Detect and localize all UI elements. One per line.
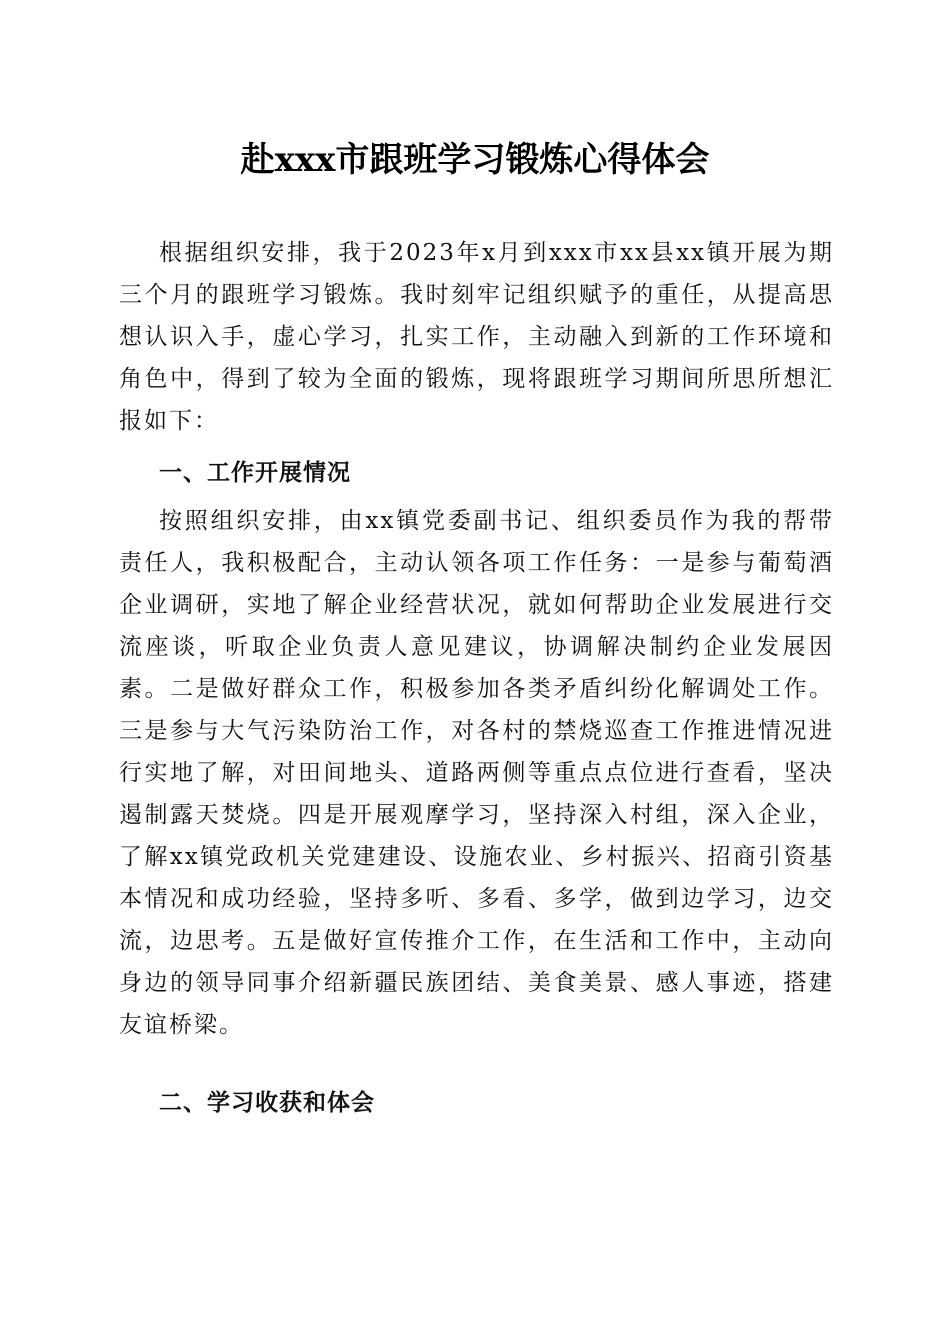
section-paragraph-work: 按照组织安排，由xx镇党委副书记、组织委员作为我的帮带责任人，我积极配合，主动认领各项工作任务：一是参与葡萄酒企业调研，实地了解企业经营状况，就如何帮助企业发展进行交流座谈，听取企业负责人意见建议，协调解决制约企业发展因素。二是做好群众工作，积极参加各类矛盾纠纷化解调处工作。三是参与大气污染防治工作，对各村的禁烧巡查工作推进情况进行实地了解，对田间地头、道路两侧等重点点位进行查看，坚决遏制露天焚烧。四是开展观摩学习，坚持深入村组，深入企业，了解xx镇党政机关党建建设、设施农业、乡村振兴、招商引资基本情况和成功经验，坚持多听、多看、多学，做到边学习，边交流，边思考。五是做好宣传推介工作，在生活和工作中，主动向身边的领导同事介绍新疆民族团结、美食美景、感人事迹，搭建友谊桥梁。 (119, 508, 834, 1038)
section-heading-gains: 二、学习收获和体会 (159, 1090, 375, 1116)
intro-paragraph: 根据组织安排，我于2023年x月到xxx市xx县xx镇开展为期三个月的跟班学习锻炼。我时刻牢记组织赋予的重任，从提高思想认识入手，虚心学习，扎实工作，主动融入到新的工作环境和角色中，得到了较为全面的锻炼，现将跟班学习期间所思所想汇报如下： (119, 240, 834, 434)
document-title: 赴xxx市跟班学习锻炼心得体会 (240, 140, 710, 180)
section-heading-work: 一、工作开展情况 (159, 460, 351, 486)
